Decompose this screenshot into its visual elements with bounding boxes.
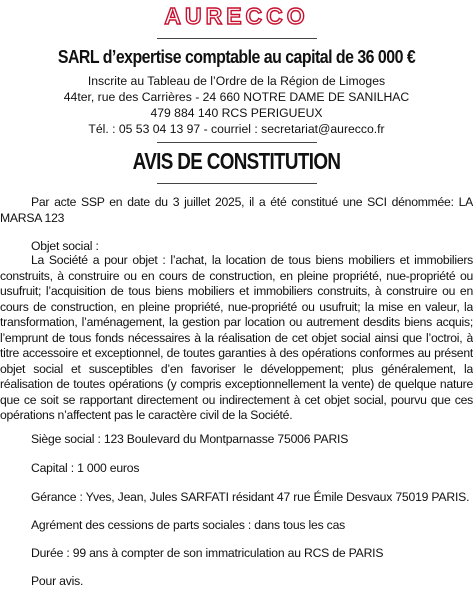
firm-rcs: 479 884 140 RCS PERIGUEUX bbox=[150, 106, 323, 120]
gerance: Gérance : Yves, Jean, Jules SARFATI résidant 47 rue Émile Desvaux 75019 PARIS. bbox=[31, 490, 470, 504]
divider-title bbox=[157, 183, 317, 184]
firm-registry: Inscrite au Tableau de l’Ordre de la Région de Limoges bbox=[87, 74, 386, 88]
notice-title: AVIS DE CONSTITUTION bbox=[132, 148, 341, 174]
firm-address: 44ter, rue des Carrières - 24 660 NOTRE DAME DE SANILHAC bbox=[63, 90, 410, 104]
agrement: Agrément des cessions de parts sociales : dans tous les cas bbox=[31, 518, 346, 532]
duree: Durée : 99 ans à compter de son immatriculation au RCS de PARIS bbox=[31, 546, 384, 560]
closing: Pour avis. bbox=[31, 574, 84, 588]
firm-title: SARL d’expertise comptable au capital de 36 000 € bbox=[57, 46, 416, 67]
logo-wrap bbox=[0, 3, 473, 29]
object-heading: Objet social : bbox=[31, 239, 99, 253]
capital: Capital : 1 000 euros bbox=[31, 461, 140, 475]
object-text: La Société a pour objet : l’achat, la location de tous biens mobiliers et immobiliers construits, à construire ou en cours de construction, en pleine propriété, nue-propriété ou usufruit; l’acquisition de tous biens mobiliers et immobiliers construits, à construire ou en cours de construction, en pleine propriété, nue-propriété ou usufruit; la mise en valeur, la transformation, l’aménagement, la gestion par location ou autrement desdits biens acquis; l’emprunt de tous fonds nécessaires à la réalisation de cet objet social ainsi que l’octroi, à titre accessoire et exceptionnel, de toutes garanties à des opérations conformes au présent objet social et susceptibles d’en favoriser le développement; plus généralement, la réalisation de toutes opérations (y compris exceptionnellement la vente) de quelque nature que ce soit se rapportant directement ou indirectement à cet objet social, pourvu que ces opérations n’affectent pas le caractère civil de la Société. bbox=[0, 253, 473, 422]
firm-contact: Tél. : 05 53 04 13 97 - courriel : secretariat@aurecco.fr bbox=[88, 122, 385, 136]
divider-middle bbox=[157, 142, 317, 143]
siege-social: Siège social : 123 Boulevard du Montparnasse 75006 PARIS bbox=[31, 432, 349, 446]
notice-intro: Par acte SSP en date du 3 juillet 2025, il a été constitué une SCI dénommée: LA MARSA 123 bbox=[0, 195, 473, 225]
aurecco-logo: AURECCO bbox=[164, 3, 309, 29]
divider-top bbox=[157, 38, 317, 39]
